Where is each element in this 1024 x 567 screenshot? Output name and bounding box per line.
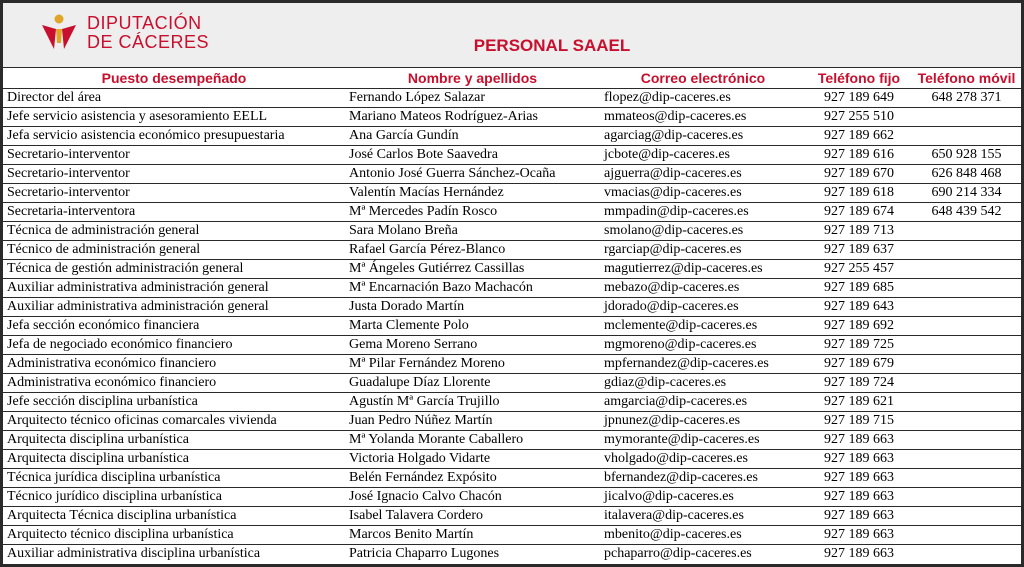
email-cell: bfernandez@dip-caceres.es <box>600 469 806 488</box>
email-cell: mbenito@dip-caceres.es <box>600 526 806 545</box>
position-cell: Secretaria-interventora <box>3 203 345 222</box>
landline-cell: 927 189 663 <box>806 469 912 488</box>
mobile-cell <box>912 317 1021 336</box>
name-cell: Agustín Mª García Trujillo <box>345 393 600 412</box>
email-cell: rgarciap@dip-caceres.es <box>600 241 806 260</box>
name-cell: José Carlos Bote Saavedra <box>345 146 600 165</box>
name-cell: Valentín Macías Hernández <box>345 184 600 203</box>
position-cell: Jefa servicio asistencia económico presupuestaria <box>3 127 345 146</box>
email-cell: gdiaz@dip-caceres.es <box>600 374 806 393</box>
table-row <box>3 545 1021 564</box>
column-header-name: Nombre y apellidos <box>345 68 600 89</box>
mobile-cell <box>912 469 1021 488</box>
email-cell: mclemente@dip-caceres.es <box>600 317 806 336</box>
position-cell: Secretario-interventor <box>3 165 345 184</box>
landline-cell: 927 189 724 <box>806 374 912 393</box>
position-cell: Jefe sección disciplina urbanística <box>3 393 345 412</box>
mobile-cell: 650 928 155 <box>912 146 1021 165</box>
position-cell: Técnica de gestión administración general <box>3 260 345 279</box>
name-cell: Marta Clemente Polo <box>345 317 600 336</box>
mobile-cell <box>912 431 1021 450</box>
email-cell: mymorante@dip-caceres.es <box>600 431 806 450</box>
table-row <box>3 374 1021 393</box>
position-cell: Administrativa económico financiero <box>3 374 345 393</box>
name-cell: José Ignacio Calvo Chacón <box>345 488 600 507</box>
mobile-cell <box>912 336 1021 355</box>
logo-line-2: DE CÁCERES <box>87 32 210 52</box>
position-cell: Jefa de negociado económico financiero <box>3 336 345 355</box>
email-cell: mpfernandez@dip-caceres.es <box>600 355 806 374</box>
mobile-cell <box>912 412 1021 431</box>
table-row <box>3 165 1021 184</box>
table-row <box>3 146 1021 165</box>
name-cell: Rafael García Pérez-Blanco <box>345 241 600 260</box>
table-row <box>3 393 1021 412</box>
landline-cell: 927 189 725 <box>806 336 912 355</box>
landline-cell: 927 189 649 <box>806 89 912 108</box>
mobile-cell <box>912 108 1021 127</box>
table-row <box>3 336 1021 355</box>
mobile-cell: 690 214 334 <box>912 184 1021 203</box>
position-cell: Administrativa económico financiero <box>3 355 345 374</box>
name-cell: Mª Encarnación Bazo Machacón <box>345 279 600 298</box>
landline-cell: 927 189 621 <box>806 393 912 412</box>
staff-table <box>3 68 1021 563</box>
table-row <box>3 298 1021 317</box>
landline-cell: 927 255 457 <box>806 260 912 279</box>
mobile-cell <box>912 488 1021 507</box>
mobile-cell: 648 278 371 <box>912 89 1021 108</box>
landline-cell: 927 189 618 <box>806 184 912 203</box>
mobile-cell <box>912 127 1021 146</box>
mobile-cell <box>912 241 1021 260</box>
email-cell: amgarcia@dip-caceres.es <box>600 393 806 412</box>
landline-cell: 927 189 637 <box>806 241 912 260</box>
landline-cell: 927 189 692 <box>806 317 912 336</box>
landline-cell: 927 189 663 <box>806 450 912 469</box>
landline-cell: 927 189 662 <box>806 127 912 146</box>
position-cell: Arquitecto técnico oficinas comarcales vivienda <box>3 412 345 431</box>
landline-cell: 927 189 679 <box>806 355 912 374</box>
position-cell: Director del área <box>3 89 345 108</box>
position-cell: Arquitecto técnico disciplina urbanística <box>3 526 345 545</box>
mobile-cell <box>912 393 1021 412</box>
table-row <box>3 241 1021 260</box>
table-row <box>3 184 1021 203</box>
table-row <box>3 203 1021 222</box>
position-cell: Arquitecta disciplina urbanística <box>3 450 345 469</box>
email-cell: vholgado@dip-caceres.es <box>600 450 806 469</box>
position-cell: Jefa sección económico financiera <box>3 317 345 336</box>
email-cell: ajguerra@dip-caceres.es <box>600 165 806 184</box>
table-row <box>3 355 1021 374</box>
table-row <box>3 89 1021 108</box>
landline-cell: 927 189 663 <box>806 431 912 450</box>
page-title: PERSONAL SAAEL <box>473 36 631 55</box>
name-cell: Mª Ángeles Gutiérrez Cassillas <box>345 260 600 279</box>
name-cell: Justa Dorado Martín <box>345 298 600 317</box>
position-cell: Arquitecta disciplina urbanística <box>3 431 345 450</box>
email-cell: mebazo@dip-caceres.es <box>600 279 806 298</box>
email-cell: jdorado@dip-caceres.es <box>600 298 806 317</box>
email-cell: agarciag@dip-caceres.es <box>600 127 806 146</box>
mobile-cell <box>912 260 1021 279</box>
table-row <box>3 127 1021 146</box>
table-row <box>3 317 1021 336</box>
email-cell: mgmoreno@dip-caceres.es <box>600 336 806 355</box>
landline-cell: 927 189 643 <box>806 298 912 317</box>
column-header-mobile: Teléfono móvil <box>912 68 1021 89</box>
name-cell: Juan Pedro Núñez Martín <box>345 412 600 431</box>
name-cell: Sara Molano Breña <box>345 222 600 241</box>
document-header <box>3 3 1021 68</box>
position-cell: Secretario-interventor <box>3 146 345 165</box>
table-header-row <box>3 68 1021 89</box>
email-cell: smolano@dip-caceres.es <box>600 222 806 241</box>
position-cell: Técnica jurídica disciplina urbanística <box>3 469 345 488</box>
name-cell: Guadalupe Díaz Llorente <box>345 374 600 393</box>
landline-cell: 927 255 510 <box>806 108 912 127</box>
name-cell: Mª Mercedes Padín Rosco <box>345 203 600 222</box>
table-row <box>3 526 1021 545</box>
logo-line-1: DIPUTACIÓN <box>87 13 202 33</box>
table-row <box>3 488 1021 507</box>
email-cell: jpnunez@dip-caceres.es <box>600 412 806 431</box>
name-cell: Victoria Holgado Vidarte <box>345 450 600 469</box>
email-cell: mmateos@dip-caceres.es <box>600 108 806 127</box>
table-row <box>3 431 1021 450</box>
landline-cell: 927 189 663 <box>806 507 912 526</box>
name-cell: Belén Fernández Expósito <box>345 469 600 488</box>
email-cell: vmacias@dip-caceres.es <box>600 184 806 203</box>
position-cell: Técnico de administración general <box>3 241 345 260</box>
landline-cell: 927 189 715 <box>806 412 912 431</box>
mobile-cell <box>912 355 1021 374</box>
position-cell: Auxiliar administrativa administración general <box>3 279 345 298</box>
name-cell: Mª Pilar Fernández Moreno <box>345 355 600 374</box>
position-cell: Jefe servicio asistencia y asesoramiento EELL <box>3 108 345 127</box>
table-row <box>3 507 1021 526</box>
mobile-cell <box>912 526 1021 545</box>
mobile-cell <box>912 298 1021 317</box>
landline-cell: 927 189 616 <box>806 146 912 165</box>
landline-cell: 927 189 670 <box>806 165 912 184</box>
mobile-cell <box>912 279 1021 298</box>
landline-cell: 927 189 663 <box>824 546 894 561</box>
landline-cell: 927 189 674 <box>806 203 912 222</box>
mobile-cell: 626 848 468 <box>912 165 1021 184</box>
email-cell: flopez@dip-caceres.es <box>600 89 806 108</box>
column-header-landline: Teléfono fijo <box>806 68 912 89</box>
email-cell: jcbote@dip-caceres.es <box>600 146 806 165</box>
email-cell: jicalvo@dip-caceres.es <box>600 488 806 507</box>
landline-cell: 927 189 685 <box>806 279 912 298</box>
landline-cell: 927 189 663 <box>806 488 912 507</box>
table-row <box>3 108 1021 127</box>
table-row <box>3 222 1021 241</box>
name-cell: Mª Yolanda Morante Caballero <box>345 431 600 450</box>
column-header-email: Correo electrónico <box>600 68 806 89</box>
mobile-cell: 648 439 542 <box>912 203 1021 222</box>
mobile-cell <box>912 507 1021 526</box>
staff-table-body <box>3 89 1021 564</box>
landline-cell: 927 189 663 <box>806 526 912 545</box>
table-row <box>3 450 1021 469</box>
name-cell: Antonio José Guerra Sánchez-Ocaña <box>345 165 600 184</box>
position-cell: Técnico jurídico disciplina urbanística <box>3 488 345 507</box>
position-cell: Secretario-interventor <box>3 184 345 203</box>
position-cell: Técnica de administración general <box>3 222 345 241</box>
column-header-position: Puesto desempeñado <box>3 68 345 89</box>
table-row <box>3 412 1021 431</box>
position-cell: Auxiliar administrativa administración general <box>3 298 345 317</box>
mobile-cell <box>912 222 1021 241</box>
mobile-cell <box>912 450 1021 469</box>
position-cell: Arquitecta Técnica disciplina urbanística <box>3 507 345 526</box>
landline-cell: 927 189 713 <box>806 222 912 241</box>
table-row <box>3 279 1021 298</box>
name-cell: Fernando López Salazar <box>345 89 600 108</box>
position-cell: Auxiliar administrativa disciplina urbanística <box>7 546 261 561</box>
email-cell: italavera@dip-caceres.es <box>600 507 806 526</box>
table-row <box>3 469 1021 488</box>
name-cell: Mariano Mateos Rodríguez-Arias <box>345 108 600 127</box>
name-cell: Patricia Chaparro Lugones <box>349 546 500 561</box>
email-cell: magutierrez@dip-caceres.es <box>600 260 806 279</box>
email-cell: mmpadin@dip-caceres.es <box>600 203 806 222</box>
name-cell: Marcos Benito Martín <box>345 526 600 545</box>
name-cell: Ana García Gundín <box>345 127 600 146</box>
name-cell: Gema Moreno Serrano <box>345 336 600 355</box>
table-row <box>3 260 1021 279</box>
email-cell: pchaparro@dip-caceres.es <box>604 546 752 561</box>
mobile-cell <box>912 374 1021 393</box>
mobile-cell <box>912 545 1021 564</box>
name-cell: Isabel Talavera Cordero <box>345 507 600 526</box>
